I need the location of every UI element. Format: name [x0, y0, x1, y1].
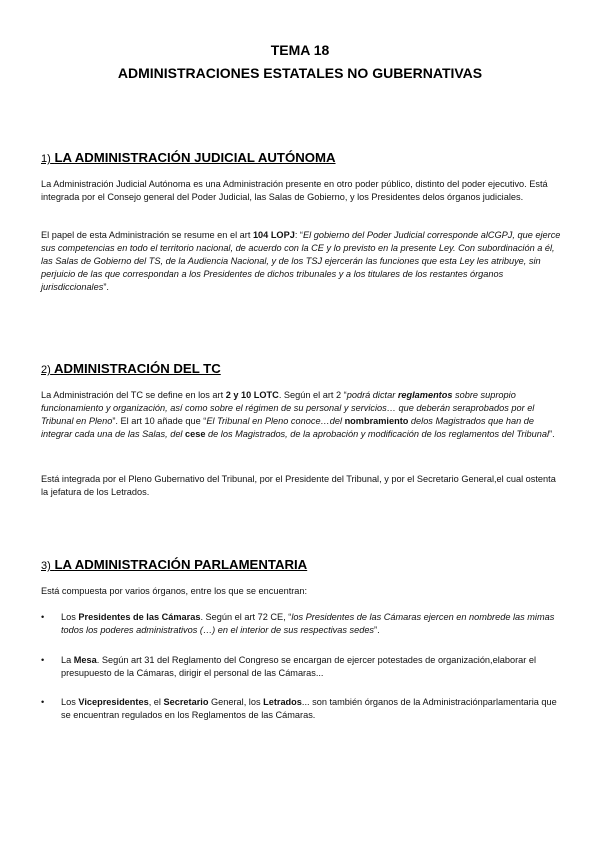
section-2-number: 2) [41, 364, 51, 376]
section-2-paragraph-2: Está integrada por el Pleno Gubernativo del Tribunal, por el Presidente del Tribunal, y por el Secretario General,el cual ostenta la jefatura de los Letrados. [41, 474, 556, 497]
emphasis: cese [185, 429, 206, 439]
list-item-text [61, 611, 561, 637]
emphasis: Vicepresidentes [78, 697, 149, 707]
section-2-heading [41, 361, 221, 376]
text-run: La Administración del TC se define en los art [41, 390, 226, 400]
text-run: ... son también órganos de la Administraciónparlamentaria que se encuentran regulados en los Reglamentos de las Cámaras. [61, 697, 557, 720]
quote-text: los Presidentes de las Cámaras ejercen en nombrede las mimas todos los poderes administrativos (…) en el interior de sus respectivas sedes [61, 612, 555, 635]
text-run: La [61, 655, 74, 665]
emphasis: reglamentos [397, 390, 453, 400]
quote-text: El Tribunal en Pleno conoce…del [206, 416, 345, 426]
section-2-title: ADMINISTRACIÓN DEL TC [53, 361, 221, 376]
quote-text: delos Magistrados que han de integrar cada una de las Salas, del [41, 416, 535, 439]
text-run: ”. [374, 625, 380, 635]
text-run: ”. [103, 282, 109, 292]
text-run: ”. [549, 429, 555, 439]
document-subtitle: ADMINISTRACIONES ESTATALES NO GUBERNATIVAS [117, 65, 483, 81]
quote-text: de los Magistrados, de la aprobación y modificación de los reglamentos del Tribunal [205, 429, 550, 439]
section-2-paragraph-1 [41, 389, 561, 441]
text-run: Los [61, 612, 79, 622]
text-run: General, los [208, 697, 264, 707]
text-run: . Según art 31 del Reglamento del Congreso se encargan de ejercer potestades de organización,elaborar el presupuesto de la Cámaras, dirigir el personal de las Cámaras... [61, 655, 537, 678]
emphasis: Secretario [163, 697, 209, 707]
section-3-title: LA ADMINISTRACIÓN PARLAMENTARIA [54, 557, 308, 572]
document-title: TEMA 18 [270, 42, 330, 58]
text-run: : “ [294, 230, 303, 240]
section-1-number: 1) [41, 153, 51, 165]
text-run: . Según el art 72 CE, “ [200, 612, 292, 622]
emphasis: Letrados [263, 697, 302, 707]
list-item-text [61, 696, 561, 722]
text-run: Los [61, 697, 79, 707]
law-reference: 2 y 10 LOTC [225, 390, 279, 400]
quote-text: podrá dictar [346, 390, 398, 400]
law-reference: 104 LOPJ [252, 230, 295, 240]
text-run: ”. El art 10 añade que “ [112, 416, 207, 426]
bullet-icon: • [41, 655, 45, 665]
section-1-paragraph-2 [41, 229, 561, 294]
section-3-paragraph-1: Está compuesta por varios órganos, entre los que se encuentran: [41, 586, 308, 596]
emphasis: Presidentes de las Cámaras [78, 612, 201, 622]
emphasis: nombramiento [344, 416, 409, 426]
section-1-paragraph-1: La Administración Judicial Autónoma es una Administración presente en otro poder público, distinto del poder ejecutivo. Está integrada por el Consejo general del Poder Judicial, las Salas de Gobierno, y los Presidentes delos órganos judiciales. [41, 179, 548, 202]
quote-text: El gobierno del Poder Judicial corresponde alCGPJ, que ejerce sus competencias en todo el territorio nacional, de acuerdo con la CE y lo previsto en la presente Ley. Con subordinación a él, las Salas de Gobierno del TS, de la Audiencia Nacional, y de los TSJ ejercerán las funciones que esta Ley les atribuye, sin perjuicio de las que correspondan a los Presidentes de dichos tribunales y a los titulares de los restantes órganos jurisdiccionales [41, 230, 561, 292]
bullet-icon: • [41, 612, 45, 622]
emphasis: Mesa [73, 655, 97, 665]
section-1-heading [41, 150, 336, 165]
text-run: . Según el art 2 “ [278, 390, 347, 400]
text-run: El papel de esta Administración se resume en el art [41, 230, 253, 240]
text-run: , el [148, 697, 164, 707]
section-3-heading [41, 557, 307, 572]
section-3-number: 3) [41, 560, 51, 572]
quote-text: sobre supropio funcionamiento y organización, así como sobre el régimen de su personal y servicios… que deberán seraprobados por el Tribunal en Pleno [41, 390, 535, 426]
section-1-title: LA ADMINISTRACIÓN JUDICIAL AUTÓNOMA [54, 150, 336, 165]
list-item-text [61, 654, 561, 680]
bullet-icon: • [41, 697, 45, 707]
